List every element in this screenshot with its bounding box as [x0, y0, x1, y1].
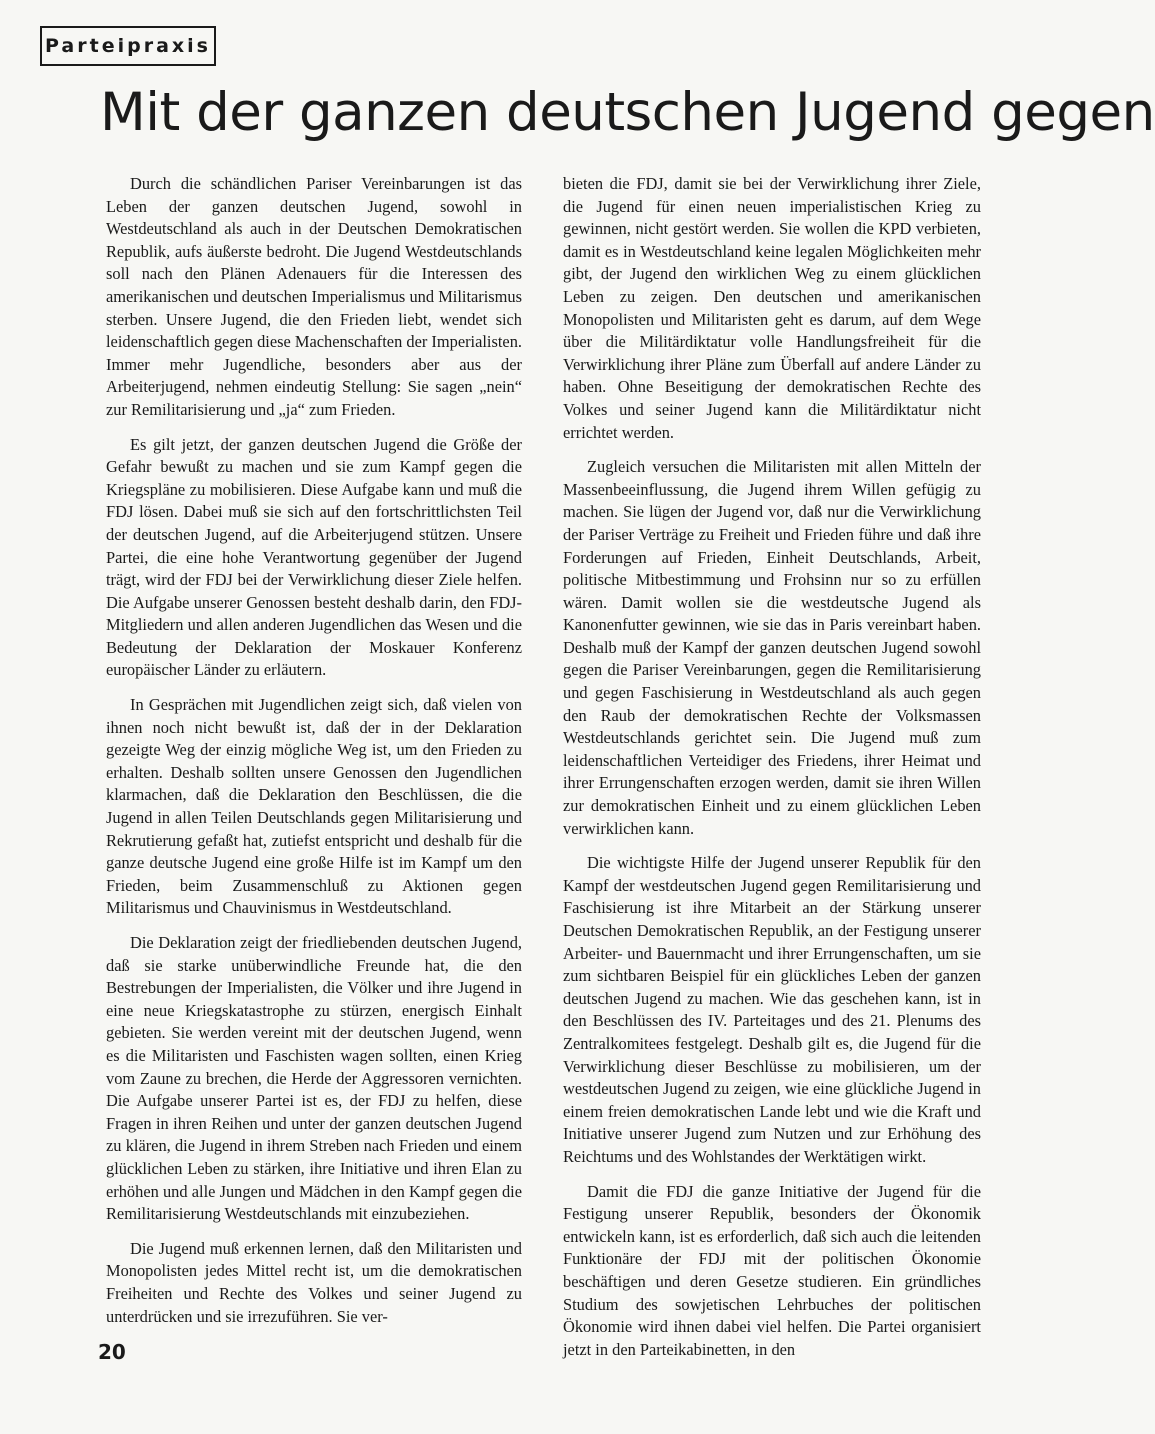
paragraph: Durch die schändlichen Pariser Vereinbarungen ist das Leben der ganzen deutschen Jugend, sowohl in Westdeutschland als auch in der Deutschen Demokratischen Republik, aufs äußerste bedroht. Die Jugend Westdeutschlands soll nach den Plänen Adenauers für die Interessen des amerikanischen und deutschen Imperialismus und Militarismus sterben. Unsere Jugend, die den Frieden liebt, wendet sich leidenschaftlich gegen diese Machenschaften der Imperialisten. Immer mehr Jugendliche, besonders aber aus der Arbeiterjugend, nehmen eindeutig Stellung: Sie sagen „nein“ zur Remilitarisierung und „ja“ zum Frieden. — [106, 174, 522, 419]
section-label-text: Parteipraxis — [45, 35, 211, 57]
paragraph: Zugleich versuchen die Militaristen mit allen Mitteln der Massenbeeinflussung, die Jugend ihrem Willen gefügig zu machen. Sie lügen der Jugend vor, daß nur die Verwirklichung der Pariser Verträge zu Freiheit und Frieden führe und daß ihre Forderungen auf Frieden, Einheit Deutschlands, Arbeit, politische Mitbestimmung und Frohsinn nur so zu erfüllen wären. Damit wollen sie die westdeutsche Jugend als Kanonenfutter gewinnen, wie sie das in Paris vereinbart haben. Deshalb muß der Kampf der ganzen deutschen Jugend sowohl gegen die Pariser Vereinbarungen, gegen die Remilitarisierung und gegen Faschisierung in Westdeutschland als auch gegen den Raub der demokratischen Rechte der Volksmassen Westdeutschlands gerichtet sein. Die Jugend muß zum leidenschaftlichen Verteidiger des Friedens, ihrer Heimat und ihrer Errungenschaften erzogen werden, damit sie ihren Willen zur demokratischen Einheit und zu einem glücklichen Leben verwirklichen kann. — [563, 457, 981, 838]
paragraph: Die wichtigste Hilfe der Jugend unserer Republik für den Kampf der westdeutschen Jugend gegen Remilitarisierung und Faschisierung ist ihre Mitarbeit an der Stärkung unserer Deutschen Demokratischen Republik, an der Festigung unserer Arbeiter- und Bauernmacht und ihrer Errungenschaften, um sie zum sichtbaren Beispiel für ein glückliches Leben der ganzen deutschen Jugend zu machen. Wie das geschehen kann, ist in den Beschlüssen des IV. Parteitages und des 21. Plenums des Zentralkomitees festgelegt. Deshalb gilt es, die Jugend für die Verwirklichung dieser Beschlüsse zu mobilisieren, um der westdeutschen Jugend zu zeigen, wie eine glückliche Jugend in einem freien demokratischen Lande lebt und wie die Kraft und Initiative unserer Jugend zum Nutzen und zur Erhöhung des Reichtums und des Wohlstandes der Werktätigen wirkt. — [563, 853, 981, 1166]
paragraph: Damit die FDJ die ganze Initiative der Jugend für die Festigung unserer Republik, besonders der Ökonomik entwickeln kann, ist es erforderlich, daß sich auch die leitenden Funktionäre der FDJ mit der politischen Ökonomie beschäftigen und deren Gesetze studieren. Ein gründliches Studium des sowjetischen Lehrbuches der politischen Ökonomie wird ihnen dabei viel helfen. Die Partei organisiert jetzt in den Parteikabinetten, in den — [563, 1181, 981, 1359]
paragraph: Die Jugend muß erkennen lernen, daß den Militaristen und Monopolisten jedes Mittel recht ist, um die demokratischen Freiheiten und Rechte des Volkes und seiner Jugend zu unterdrücken und sie irrezuführen. Sie ver- — [106, 1238, 522, 1326]
paragraph: Es gilt jetzt, der ganzen deutschen Jugend die Größe der Gefahr bewußt zu machen und sie zum Kampf gegen die Kriegspläne zu mobilisieren. Diese Aufgabe kann und muß die FDJ lösen. Dabei muß sie sich auf den fortschrittlichsten Teil der deutschen Jugend, auf die Arbeiterjugend stützen. Unsere Partei, die eine hohe Verantwortung gegenüber der Jugend trägt, wird der FDJ bei der Verwirklichung dieser Ziele helfen. Die Aufgabe unserer Genossen besteht deshalb darin, den FDJ-Mitgliedern und allen anderen Jugendlichen das Wesen und die Bedeutung der Deklaration der Moskauer Konferenz europäischer Länder zu erläutern. — [106, 434, 522, 680]
page-number: 20 — [98, 1340, 126, 1364]
paragraph: In Gesprächen mit Jugendlichen zeigt sich, daß vielen von ihnen noch nicht bewußt ist, daß der in der Deklaration gezeigte Weg der einzig mögliche Weg ist, um den Frieden zu erhalten. Deshalb sollten unsere Genossen den Jugendlichen klarmachen, daß die Deklaration den Beschlüssen, die die Jugend in allen Teilen Deutschlands gegen Militarisierung und Rekrutierung gefaßt hat, zutiefst entspricht und deshalb für die ganze deutsche Jugend eine große Hilfe ist im Kampf um den Frieden, beim Zusammenschluß zu Aktionen gegen Militarismus und Chauvinismus in Westdeutschland. — [106, 695, 522, 918]
paragraph-continued: bieten die FDJ, damit sie bei der Verwirklichung ihrer Ziele, die Jugend für einen neuen imperialistischen Krieg zu gewinnen, nicht gestört werden. Sie wollen die KPD verbieten, damit es in Westdeutschland keine legalen Möglichkeiten mehr gibt, der Jugend den wirklichen Weg zu einem glücklichen Leben zu zeigen. Den deutschen und amerikanischen Monopolisten und Militaristen geht es darum, auf dem Wege über die Militärdiktatur volle Handlungsfreiheit für die Verwirklichung ihrer Pläne zum Überfall auf andere Länder zu haben. Ohne Beseitigung der demokratischen Rechte des Volkes und seiner Jugend kann die Militärdiktatur nicht errichtet werden. — [563, 174, 981, 442]
paragraph: Die Deklaration zeigt der friedliebenden deutschen Jugend, daß sie starke unüberwindliche Freunde hat, die den Bestrebungen der Imperialisten, die Völker und ihre Jugend in eine neue Kriegskatastrophe zu stürzen, energisch Einhalt gebieten. Sie werden vereint mit der deutschen Jugend, wenn es die Militaristen und Faschisten wagen sollten, einen Krieg vom Zaune zu brechen, die Herde der Aggressoren vernichten. Die Aufgabe unserer Partei ist es, der FDJ zu helfen, diese Fragen in ihren Reihen und unter der ganzen deutschen Jugend zu klären, die Jugend in ihrem Streben nach Frieden und einem glücklichen Leben zu stärken, ihre Initiative und ihren Elan zu erhöhen und alle Jungen und Mädchen in den Kampf gegen die Remilitarisierung Westdeutschlands mit einzubeziehen. — [106, 933, 522, 1224]
left-column — [106, 173, 522, 1340]
section-label — [40, 26, 216, 66]
article-headline: Mit der ganzen deutschen Jugend gegen — [100, 82, 1155, 143]
right-column — [563, 173, 981, 1373]
